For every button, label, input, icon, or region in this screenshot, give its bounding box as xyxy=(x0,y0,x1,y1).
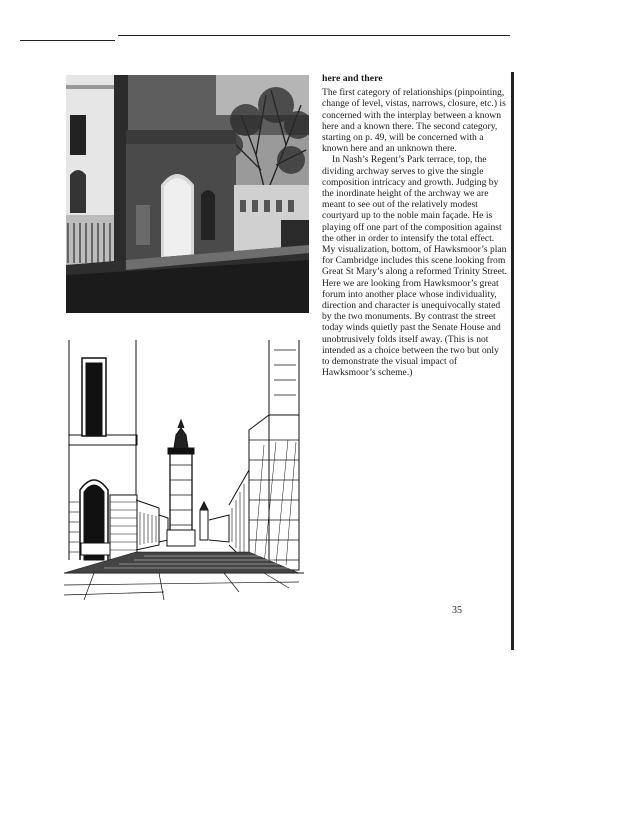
page-number: 35 xyxy=(452,605,462,616)
article-text-column xyxy=(322,73,508,378)
top-rule-left xyxy=(20,40,115,41)
street-scene-sketch xyxy=(64,330,312,602)
hawksmoor-visualization-drawing xyxy=(64,330,312,602)
top-rule xyxy=(118,35,510,36)
section-heading: here and there xyxy=(322,73,383,84)
paragraph-2: In Nash’s Regent’s Park terrace, top, the dividing archway serves to give the single composition intricacy and growth. Judging by the inordinate height of the archway we are meant to see out of the relatively modest courtyard up to the noble main façade. He is playing off one part of the composition against the other in order to intensify the total effect. My visualization, bottom, of Hawksmoor’s plan for Cambridge includes this scene looking from Great St Mary’s along a reformed Trinity Street. Here we are looking from Hawksmoor’s great forum into another place whose individuality, direction and character is unequivocally stated by the two monuments. By contrast the street today winds quietly past the Senate House and unobtrusively folds itself away. (This is not intended as a choice between the two but only to demonstrate the visual impact of Hawksmoor’s scheme.) xyxy=(322,154,507,379)
archway-photograph xyxy=(66,75,309,313)
archway-photo-illustration xyxy=(66,75,309,313)
paragraph-1: The first category of relationships (pinpointing, change of level, vistas, narrows, closure, etc.) is concerned with the interplay between a known here and a known there. The second category, starting on p. 49, will be concerned with a known here and an unknown there. xyxy=(322,87,506,155)
page-spine-edge xyxy=(511,72,514,650)
